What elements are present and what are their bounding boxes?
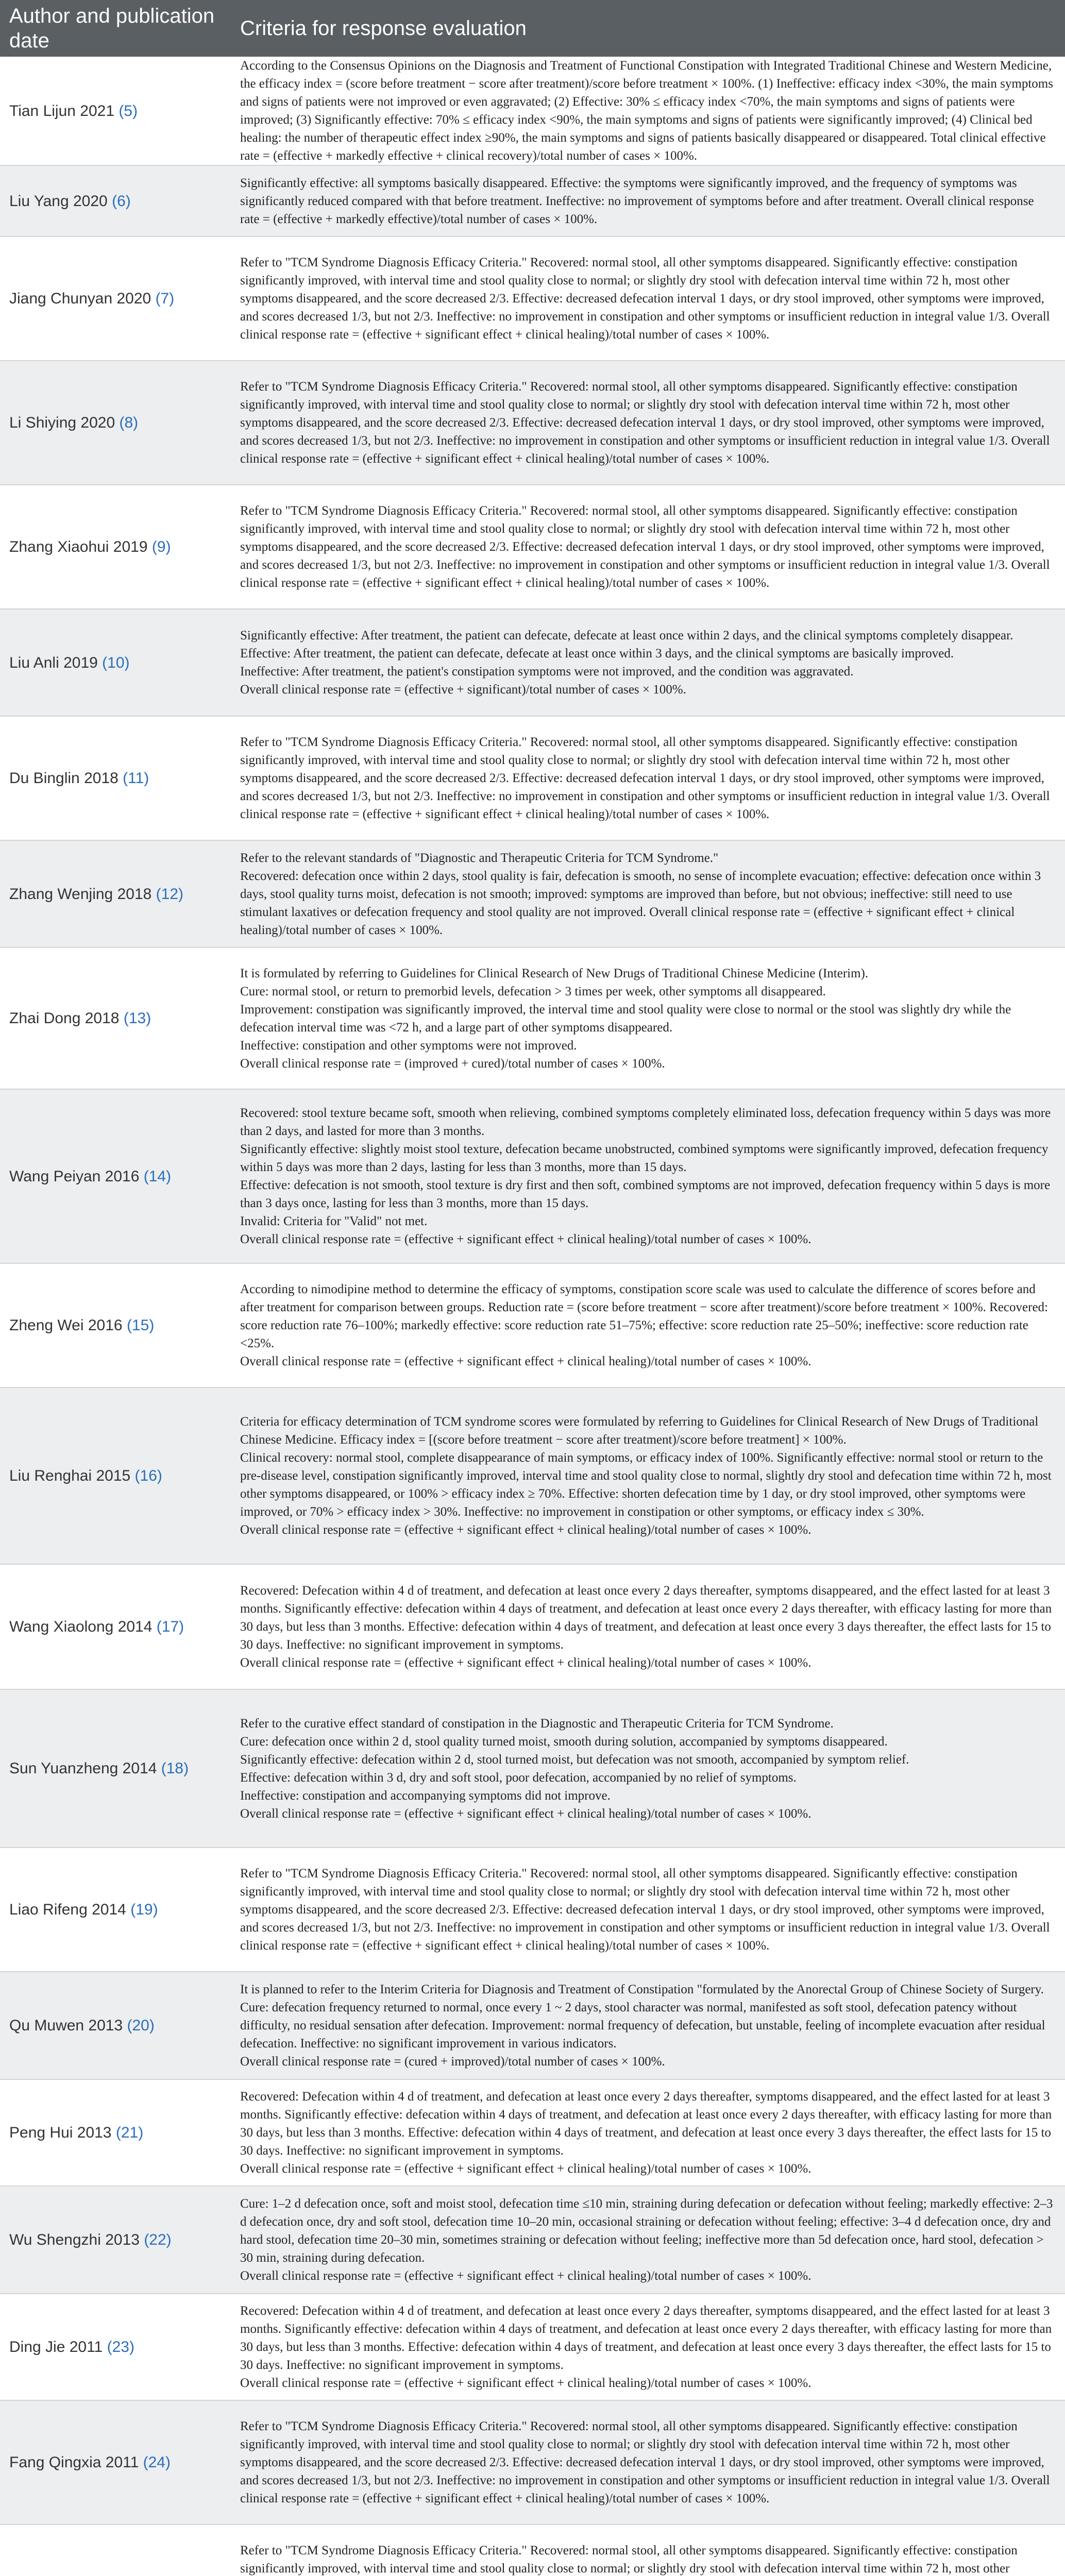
author-cell [0, 236, 231, 361]
table-row [0, 57, 1065, 165]
criteria-text: Refer to "TCM Syndrome Diagnosis Efficacy Criteria." Recovered: normal stool, all other symptoms disappeared. Significantly effective: constipation significantly improved, with interval time and stool quality close to normal; or slightly dry stool with defecation interval time within 72 h, most other symptoms disappeared, and the score decreased 2/3. Effective: decreased defecation interval 1 days, or dry stool improved, other symptoms were improved, and scores decreased 1/3, but not 2/3. Ineffective: no improvement in constipation and other symptoms or insufficient reduction in integral value 1/3. Overall clinical response rate = (effective + significant effect + clinical healing)/total number of cases × 100%. [240, 2419, 1050, 2505]
column-header-criteria: Criteria for response evaluation [231, 0, 1065, 57]
criteria-text: Cure: normal stool, or return to premorbid levels, defecation > 3 times per week, other symptoms all disappeared. [240, 984, 826, 998]
criteria-cell [231, 1848, 1065, 1972]
criteria-text: Refer to the curative effect standard of constipation in the Diagnostic and Therapeutic Criteria for TCM Syndrome. [240, 1716, 834, 1731]
author-cell [0, 1972, 231, 2079]
author-cell [0, 716, 231, 840]
criteria-text: Clinical recovery: normal stool, complete disappearance of main symptoms, or efficacy index of 100%. Significantly effective: normal stool or return to the pre-disease level, constipation significantly improved, interval time and stool quality close to normal, slightly dry stool and defecation time within 72 h, most other symptoms disappeared, or 100% > efficacy index ≥ 70%. Effective: shorten defecation time by 1 day, or dry stool improved, other symptoms were improved, or 70% > efficacy index > 30%. Ineffective: no improvement in constipation or other symptoms, or efficacy index ≤ 30%. [240, 1451, 1052, 1519]
reference-link[interactable]: (19) [130, 1901, 158, 1918]
criteria-text: Refer to "TCM Syndrome Diagnosis Efficacy Criteria." Recovered: normal stool, all other symptoms disappeared. Significantly effective: constipation significantly improved, with interval time and stool quality close to normal; or slightly dry stool with defecation interval time within 72 h, most other [240, 2544, 1018, 2575]
criteria-cell [231, 361, 1065, 485]
author-name: Sun Yuanzheng 2014 [9, 1760, 157, 1777]
table-row [0, 236, 1065, 361]
author-name: Liu Renghai 2015 [9, 1467, 131, 1484]
criteria-text: Overall clinical response rate = (cured + improved)/total number of cases × 100%. [240, 2055, 665, 2069]
criteria-text: Significantly effective: all symptoms basically disappeared. Effective: the symptoms were significantly improved, and the frequency of symptoms was significantly reduced compared with that before treatment. Ineffective: no improvement of symptoms before and after treatment. Overall clinical response rate = (effective + markedly effective)/total number of cases × 100%. [240, 176, 1034, 226]
author-cell [0, 947, 231, 1089]
reference-link[interactable]: (17) [156, 1618, 184, 1635]
author-cell [0, 165, 231, 236]
criteria-cell [231, 165, 1065, 236]
reference-link[interactable]: (22) [144, 2231, 172, 2248]
criteria-text: Refer to the relevant standards of "Diagnostic and Therapeutic Criteria for TCM Syndrome." [240, 851, 719, 865]
table-row [0, 1848, 1065, 1972]
table-row [0, 2079, 1065, 2186]
criteria-text: Ineffective: After treatment, the patient's constipation symptoms were not improved, and the condition was aggravated. [240, 665, 854, 679]
author-name: Li Shiying 2020 [9, 414, 115, 431]
table-row [0, 840, 1065, 947]
table-row [0, 485, 1065, 609]
author-cell [0, 361, 231, 485]
criteria-cell [231, 2400, 1065, 2524]
criteria-text: Cure: defecation once within 2 d, stool quality turned moist, smooth during solution, accompanied by symptoms disappeared. [240, 1734, 888, 1749]
criteria-text: Overall clinical response rate = (effective + significant)/total number of cases × 100%. [240, 683, 686, 697]
criteria-cell [231, 1972, 1065, 2079]
criteria-cell [231, 1564, 1065, 1689]
criteria-text: Significantly effective: defecation within 2 d, stool turned moist, but defecation was not smooth, accompanied by symptom relief. [240, 1752, 909, 1767]
author-cell [0, 1689, 231, 1848]
author-cell [0, 1263, 231, 1387]
table-row [0, 361, 1065, 485]
author-cell [0, 609, 231, 716]
author-name: Du Binglin 2018 [9, 770, 119, 787]
criteria-text: Ineffective: constipation and accompanying symptoms did not improve. [240, 1788, 611, 1803]
author-cell [0, 840, 231, 947]
author-name: Zhang Wenjing 2018 [9, 885, 152, 903]
criteria-text: Effective: defecation within 3 d, dry and soft stool, poor defecation, accompanied by no relief of symptoms. [240, 1770, 797, 1785]
criteria-text: Recovered: defecation once within 2 days, stool quality is fair, defecation is smooth, no sense of incomplete evacuation; effective: defecation once within 3 days, stool quality turns moist, defecation is not smooth; improved: symptoms are improved than before, but not obvious; ineffective: still need to use stimulant laxatives or defecation frequency and stool quality are not improved. Overall clinical response rate = (effective + significant effect + clinical healing)/total number of cases × 100%. [240, 869, 1041, 937]
criteria-text: Ineffective: constipation and other symptoms were not improved. [240, 1038, 577, 1053]
author-name: Zhang Xiaohui 2019 [9, 538, 148, 555]
table-row [0, 2186, 1065, 2294]
criteria-cell [231, 1089, 1065, 1263]
criteria-text: Recovered: Defecation within 4 d of treatment, and defecation at least once every 2 days thereafter, symptoms disappeared, and the effect lasted for at least 3 months. Significantly effective: defecation within 4 days of treatment, and defecation at least once every 2 days thereafter, with efficacy lasting for more than 30 days, but less than 3 months. Effective: defecation within 4 days of treatment, and defecation at least once every 3 days thereafter, the effect lasts for 15 to 30 days. Ineffective: no significant improvement in symptoms. [240, 2090, 1052, 2158]
table-row [0, 2400, 1065, 2524]
criteria-text: Recovered: Defecation within 4 d of treatment, and defecation at least once every 2 days thereafter, symptoms disappeared, and the effect lasted for at least 3 months. Significantly effective: defecation within 4 days of treatment, and defecation at least once every 2 days thereafter, with efficacy lasting for more than 30 days, but less than 3 months. Effective: defecation within 4 days of treatment, and defecation at least once every 3 days thereafter, the effect lasts for 15 to 30 days. Ineffective: no significant improvement in symptoms. [240, 2304, 1052, 2372]
author-cell [0, 1848, 231, 1972]
author-cell [0, 2524, 231, 2576]
criteria-text: Overall clinical response rate = (effective + significant effect + clinical healing)/total number of cases × 100%. [240, 2376, 812, 2390]
reference-link[interactable]: (11) [123, 770, 149, 787]
criteria-text: Invalid: Criteria for "Valid" not met. [240, 1214, 428, 1228]
criteria-text: Refer to "TCM Syndrome Diagnosis Efficacy Criteria." Recovered: normal stool, all other symptoms disappeared. Significantly effective: constipation significantly improved, with interval time and stool quality close to normal; or slightly dry stool with defecation interval time within 72 h, most other symptoms disappeared, and the score decreased 2/3. Effective: decreased defecation interval 1 days, or dry stool improved, other symptoms were improved, and scores decreased 1/3, but not 2/3. Ineffective: no improvement in constipation and other symptoms or insufficient reduction in integral value 1/3. Overall clinical response rate = (effective + significant effect + clinical healing)/total number of cases × 100%. [240, 1867, 1050, 1953]
author-cell [0, 1564, 231, 1689]
author-name: Liu Yang 2020 [9, 192, 108, 210]
author-cell [0, 2400, 231, 2524]
author-name: Qu Muwen 2013 [9, 2017, 123, 2034]
criteria-cell [231, 57, 1065, 165]
criteria-cell [231, 1263, 1065, 1387]
criteria-text: According to nimodipine method to determine the efficacy of symptoms, constipation score scale was used to calculate the difference of scores before and after treatment for comparison between groups. Reduction rate = (score before treatment − score after treatment)/score before treatment × 100%. Recovered: score reduction rate 76–100%; markedly effective: score reduction rate 51–75%; effective: score reduction rate 25–50%; ineffective: score reduction rate <25%. [240, 1282, 1048, 1350]
table-row [0, 1972, 1065, 2079]
criteria-cell [231, 716, 1065, 840]
criteria-text: Improvement: constipation was significantly improved, the interval time and stool quality were close to normal or the stool was slightly dry while the defecation interval time was <72 h, and a large part of other symptoms disappeared. [240, 1002, 1011, 1035]
criteria-text: Overall clinical response rate = (improved + cured)/total number of cases × 100%. [240, 1056, 665, 1071]
table-row [0, 1387, 1065, 1564]
table-row [0, 1263, 1065, 1387]
criteria-text: Overall clinical response rate = (effective + significant effect + clinical healing)/total number of cases × 100%. [240, 1232, 812, 1246]
criteria-text: According to the Consensus Opinions on the Diagnosis and Treatment of Functional Constipation with Integrated Traditional Chinese and Western Medicine, the efficacy index = (score before treatment − score after treatment)/score before treatment × 100%. (1) Ineffective: efficacy index <30%, the main symptoms and signs of patients were not improved or even aggravated; (2) Effective: 30% ≤ efficacy index <70%, the main symptoms and signs of patients were improved; (3) Significantly effective: 70% ≤ efficacy index <90%, the main symptoms and signs of patients were significantly improved; (4) Clinical bed healing: the number of therapeutic effect index ≥90%, the main symptoms and signs of patients basically disappeared or disappeared. Total clinical effective rate = (effective + markedly effective + clinical recovery)/total number of cases × 100%. [240, 59, 1053, 163]
table-row [0, 947, 1065, 1089]
author-cell [0, 2079, 231, 2186]
table-row [0, 1089, 1065, 1263]
author-name: Peng Hui 2013 [9, 2124, 112, 2141]
author-name: Ding Jie 2011 [9, 2338, 103, 2355]
criteria-cell [231, 840, 1065, 947]
criteria-text: Effective: After treatment, the patient can defecate, defecate at least once within 3 days, and the clinical symptoms are basically improved. [240, 647, 954, 660]
criteria-text: Significantly effective: After treatment, the patient can defecate, defecate at least once within 2 days, and the clinical symptoms completely disappear. [240, 629, 1013, 642]
reference-link[interactable]: (21) [115, 2124, 144, 2141]
author-name: Wang Peiyan 2016 [9, 1167, 140, 1185]
reference-link[interactable]: (14) [143, 1167, 172, 1185]
table-row [0, 2524, 1065, 2576]
reference-link[interactable]: (6) [112, 192, 131, 210]
reference-link[interactable]: (12) [156, 885, 184, 903]
reference-link[interactable]: (18) [161, 1760, 189, 1777]
criteria-cell [231, 609, 1065, 716]
criteria-text: Overall clinical response rate = (effective + significant effect + clinical healing)/total number of cases × 100%. [240, 1806, 812, 1821]
table-row [0, 609, 1065, 716]
criteria-cell [231, 1387, 1065, 1564]
criteria-text: It is formulated by referring to Guidelines for Clinical Research of New Drugs of Traditional Chinese Medicine (Interim). [240, 966, 869, 980]
author-cell [0, 1089, 231, 1263]
author-name: Fang Qingxia 2011 [9, 2454, 139, 2471]
reference-link[interactable]: (15) [126, 1317, 155, 1334]
author-cell [0, 485, 231, 609]
table-row [0, 165, 1065, 236]
criteria-text: Refer to "TCM Syndrome Diagnosis Efficacy Criteria." Recovered: normal stool, all other symptoms disappeared. Significantly effective: constipation significantly improved, with interval time and stool quality close to normal; or slightly dry stool with defecation interval time within 72 h, most other symptoms disappeared, and the score decreased 2/3. Effective: decreased defecation interval 1 days, or dry stool improved, other symptoms were improved, and scores decreased 1/3, but not 2/3. Ineffective: no improvement in constipation and other symptoms or insufficient reduction in integral value 1/3. Overall clinical response rate = (effective + significant effect + clinical healing)/total number of cases × 100%. [240, 380, 1050, 466]
criteria-text: Recovered: Defecation within 4 d of treatment, and defecation at least once every 2 days thereafter, symptoms disappeared, and the effect lasted for at least 3 months. Significantly effective: defecation within 4 days of treatment, and defecation at least once every 2 days thereafter, with efficacy lasting for more than 30 days, but less than 3 months. Effective: defecation within 4 days of treatment, and defecation at least once every 3 days thereafter, the effect lasts for 15 to 30 days. Ineffective: no significant improvement in symptoms. [240, 1584, 1052, 1652]
criteria-cell [231, 2186, 1065, 2294]
author-name: Jiang Chunyan 2020 [9, 290, 151, 307]
reference-link[interactable]: (23) [107, 2338, 134, 2355]
reference-link[interactable]: (13) [123, 1010, 151, 1027]
criteria-text: Overall clinical response rate = (effective + significant effect + clinical healing)/total number of cases × 100%. [240, 2269, 812, 2283]
criteria-text: Refer to "TCM Syndrome Diagnosis Efficacy Criteria." Recovered: normal stool, all other symptoms disappeared. Significantly effective: constipation significantly improved, with interval time and stool quality close to normal; or slightly dry stool with defecation interval time within 72 h, most other symptoms disappeared, and the score decreased 2/3. Effective: decreased defecation interval 1 days, or dry stool improved, other symptoms were improved, and scores decreased 1/3, but not 2/3. Ineffective: no improvement in constipation and other symptoms or insufficient reduction in integral value 1/3. Overall clinical response rate = (effective + significant effect + clinical healing)/total number of cases × 100%. [240, 735, 1050, 821]
author-cell [0, 2186, 231, 2294]
criteria-cell [231, 1689, 1065, 1848]
table-row [0, 1689, 1065, 1848]
criteria-text: It is planned to refer to the Interim Criteria for Diagnosis and Treatment of Constipation "formulated by the Anorectal Group of Chinese Society of Surgery. Cure: defecation frequency returned to normal, once every 1 ~ 2 days, stool character was normal, manifested as soft stool, defecation patency without difficulty, no residual sensation after defecation. Improvement: normal frequency of defecation, but unstable, feeling of incomplete evacuation after residual defecation. Ineffective: no significant improvement in various indicators. [240, 1982, 1045, 2050]
reference-link[interactable]: (24) [143, 2454, 171, 2471]
reference-link[interactable]: (10) [102, 654, 130, 671]
criteria-text: Recovered: stool texture became soft, smooth when relieving, combined symptoms completely eliminated loss, defecation frequency within 5 days was more than 2 days, and lasted for more than 3 months. [240, 1106, 1051, 1138]
reference-link[interactable]: (20) [127, 2017, 155, 2034]
table-header-row [0, 0, 1065, 57]
reference-link[interactable]: (9) [151, 538, 171, 555]
criteria-cell [231, 2079, 1065, 2186]
table-row [0, 2294, 1065, 2400]
criteria-text: Overall clinical response rate = (effective + significant effect + clinical healing)/total number of cases × 100%. [240, 1523, 812, 1537]
criteria-text: Cure: 1–2 d defecation once, soft and moist stool, defecation time ≤10 min, straining during defecation or defecation without feeling; markedly effective: 2–3 d defecation once, dry and soft stool, defecation time 10–20 min, occasional straining or defecation without feeling; effective: 3–4 d defecation once, dry and hard stool, defecation time 20–30 min, sometimes straining or defecation without feeling; ineffective more than 5d defecation once, hard stool, defecation > 30 min, straining during defecation. [240, 2197, 1053, 2265]
reference-link[interactable]: (7) [155, 290, 175, 307]
author-name: Wang Xiaolong 2014 [9, 1618, 153, 1635]
criteria-cell [231, 947, 1065, 1089]
criteria-cell [231, 2524, 1065, 2576]
criteria-text: Overall clinical response rate = (effective + significant effect + clinical healing)/total number of cases × 100%. [240, 1656, 812, 1670]
criteria-cell [231, 236, 1065, 361]
reference-link[interactable]: (8) [119, 414, 139, 431]
author-name: Zhai Dong 2018 [9, 1010, 120, 1027]
table-row [0, 1564, 1065, 1689]
criteria-text: Refer to "TCM Syndrome Diagnosis Efficacy Criteria." Recovered: normal stool, all other symptoms disappeared. Significantly effective: constipation significantly improved, with interval time and stool quality close to normal; or slightly dry stool with defecation interval time within 72 h, most other symptoms disappeared, and the score decreased 2/3. Effective: decreased defecation interval 1 days, or dry stool improved, other symptoms were improved, and scores decreased 1/3, but not 2/3. Ineffective: no improvement in constipation and other symptoms or insufficient reduction in integral value 1/3. Overall clinical response rate = (effective + significant effect + clinical healing)/total number of cases × 100%. [240, 504, 1050, 590]
author-name: Zheng Wei 2016 [9, 1317, 123, 1334]
criteria-cell [231, 485, 1065, 609]
author-cell [0, 2294, 231, 2400]
author-cell [0, 1387, 231, 1564]
criteria-text: Criteria for efficacy determination of TCM syndrome scores were formulated by referring to Guidelines for Clinical Research of New Drugs of Traditional Chinese Medicine. Efficacy index = [(score before treatment − score after treatment)/score before treatment] × 100%. [240, 1415, 1039, 1447]
criteria-text: Overall clinical response rate = (effective + significant effect + clinical healing)/total number of cases × 100%. [240, 1354, 812, 1368]
criteria-text: Effective: defecation is not smooth, stool texture is dry first and then soft, combined symptoms are not improved, defecation frequency within 5 days is more than 3 days once, lasting for less than 3 months, more than 15 days. [240, 1178, 1051, 1210]
criteria-text: Significantly effective: slightly moist stool texture, defecation became unobstructed, combined symptoms were significantly improved, defecation frequency within 5 days was more than 2 days, lasting for less than 3 months, more than 15 days. [240, 1142, 1049, 1174]
reference-link[interactable]: (5) [119, 102, 138, 120]
author-name: Liao Rifeng 2014 [9, 1901, 126, 1918]
author-name: Tian Lijun 2021 [9, 102, 115, 120]
author-name: Liu Anli 2019 [9, 654, 98, 671]
reference-link[interactable]: (16) [134, 1467, 162, 1484]
author-cell [0, 57, 231, 165]
criteria-text: Refer to "TCM Syndrome Diagnosis Efficacy Criteria." Recovered: normal stool, all other symptoms disappeared. Significantly effective: constipation significantly improved, with interval time and stool quality close to normal; or slightly dry stool with defecation interval time within 72 h, most other symptoms disappeared, and the score decreased 2/3. Effective: decreased defecation interval 1 days, or dry stool improved, other symptoms were improved, and scores decreased 1/3, but not 2/3. Ineffective: no improvement in constipation and other symptoms or insufficient reduction in integral value 1/3. Overall clinical response rate = (effective + significant effect + clinical healing)/total number of cases × 100%. [240, 256, 1050, 342]
criteria-text: Overall clinical response rate = (effective + significant effect + clinical healing)/total number of cases × 100%. [240, 2162, 812, 2176]
author-name: Wu Shengzhi 2013 [9, 2231, 140, 2248]
criteria-cell [231, 2294, 1065, 2400]
table-row [0, 716, 1065, 840]
column-header-author: Author and publication date [0, 0, 231, 57]
